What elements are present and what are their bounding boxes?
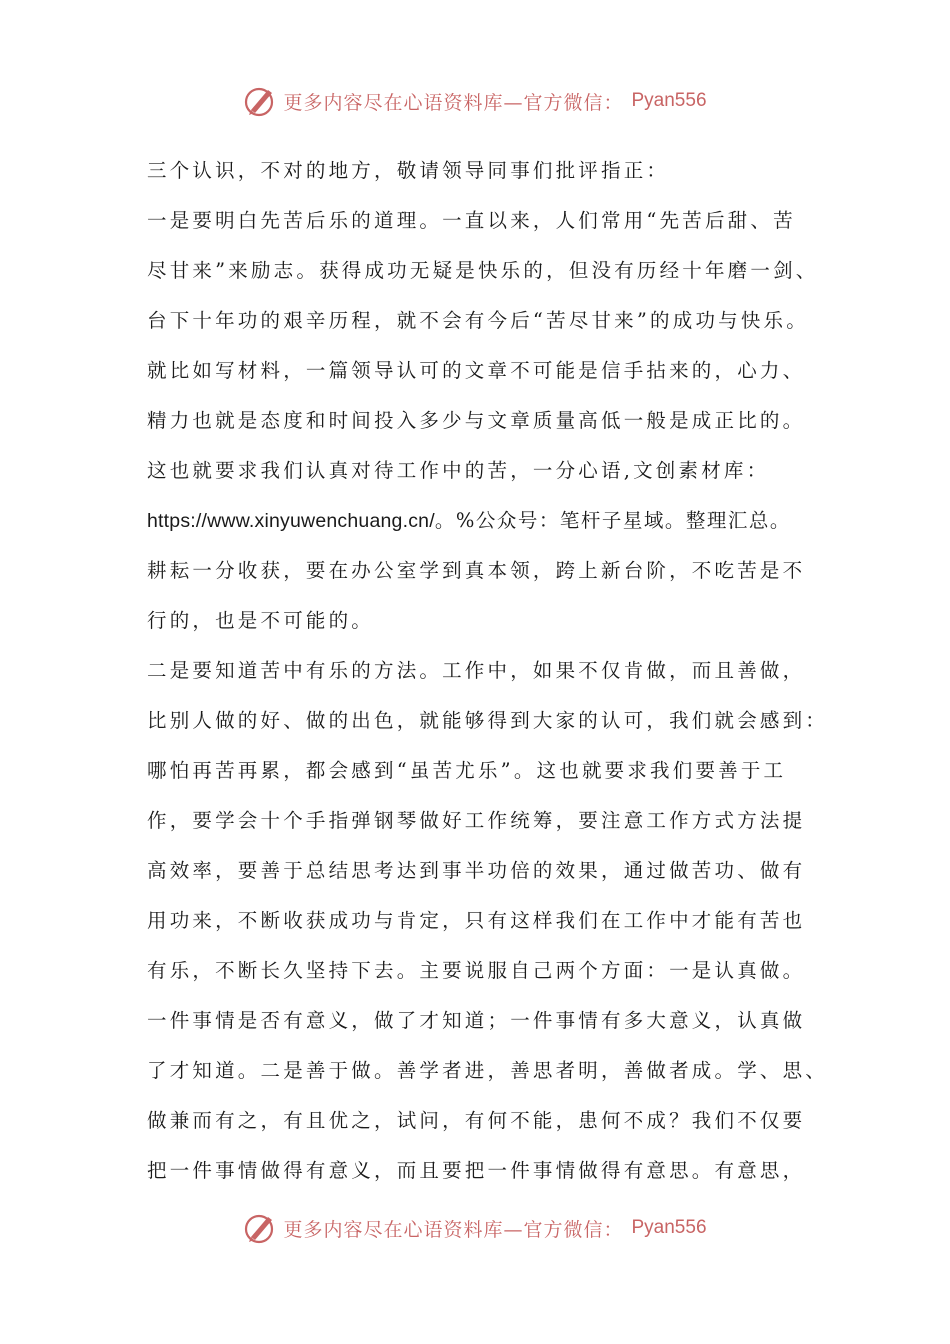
- body-line: 用功来，不断收获成功与肯定，只有这样我们在工作中才能有苦也: [147, 909, 806, 932]
- body-line: 这也就要求我们认真对待工作中的苦，一分心语,文创素材库：: [147, 459, 770, 482]
- document-body: [147, 152, 827, 1202]
- body-line: 三个认识，不对的地方，敬请领导同事们批评指正：: [147, 159, 670, 182]
- pen-logo-icon: [243, 1211, 277, 1245]
- header-banner-wechat-id: Pyan556: [631, 90, 707, 111]
- body-line: 做兼而有之，有且优之，试问，有何不能，患何不成？我们不仅要: [147, 1109, 806, 1132]
- footer-banner-wechat-id: Pyan556: [631, 1217, 707, 1238]
- body-line: 就比如写材料，一篇领导认可的文章不可能是信手拈来的，心力、: [147, 359, 806, 382]
- body-line: 耕耘一分收获，要在办公室学到真本领，跨上新台阶，不吃苦是不: [147, 559, 806, 582]
- body-line: 一是要明白先苦后乐的道理。一直以来，人们常用“先苦后甜、苦: [147, 209, 796, 232]
- footer-banner: [0, 1211, 950, 1245]
- body-line: 台下十年功的艰辛历程，就不会有今后“苦尽甘来”的成功与快乐。: [147, 309, 809, 332]
- body-line: 把一件事情做得有意义，而且要把一件事情做得有意思。有意思，: [147, 1159, 806, 1182]
- body-line: 尽甘来”来励志。获得成功无疑是快乐的，但没有历经十年磨一剑、: [147, 259, 819, 282]
- body-line: 高效率，要善于总结思考达到事半功倍的效果，通过做苦功、做有: [147, 859, 806, 882]
- body-line: 行的，也是不可能的。: [147, 609, 375, 632]
- body-line-url: [147, 502, 827, 552]
- body-line: 作，要学会十个手指弹钢琴做好工作统筹，要注意工作方式方法提: [147, 809, 806, 832]
- body-line-url-rest: 。%公众号：笔杆子星域。整理汇总。: [434, 509, 791, 532]
- source-url-link[interactable]: https://www.xinyuwenchuang.cn/: [147, 510, 435, 532]
- pen-logo-icon: [243, 84, 277, 118]
- header-banner-text: 更多内容尽在心语资料库—官方微信：: [283, 91, 624, 114]
- body-line: 二是要知道苦中有乐的方法。工作中，如果不仅肯做，而且善做，: [147, 659, 806, 682]
- body-line: 比别人做的好、做的出色，就能够得到大家的认可，我们就会感到：: [147, 709, 829, 732]
- body-line: 哪怕再苦再累，都会感到“虽苦尤乐”。这也就要求我们要善于工: [147, 759, 787, 782]
- footer-banner-text: 更多内容尽在心语资料库—官方微信：: [283, 1218, 624, 1241]
- body-line: 精力也就是态度和时间投入多少与文章质量高低一般是成正比的。: [147, 409, 806, 432]
- body-line: 有乐，不断长久坚持下去。主要说服自己两个方面：一是认真做。: [147, 959, 806, 982]
- body-line: 了才知道。二是善于做。善学者进，善思者明，善做者成。学、思、: [147, 1059, 829, 1082]
- header-banner: [0, 84, 950, 118]
- body-line: 一件事情是否有意义，做了才知道；一件事情有多大意义，认真做: [147, 1009, 806, 1032]
